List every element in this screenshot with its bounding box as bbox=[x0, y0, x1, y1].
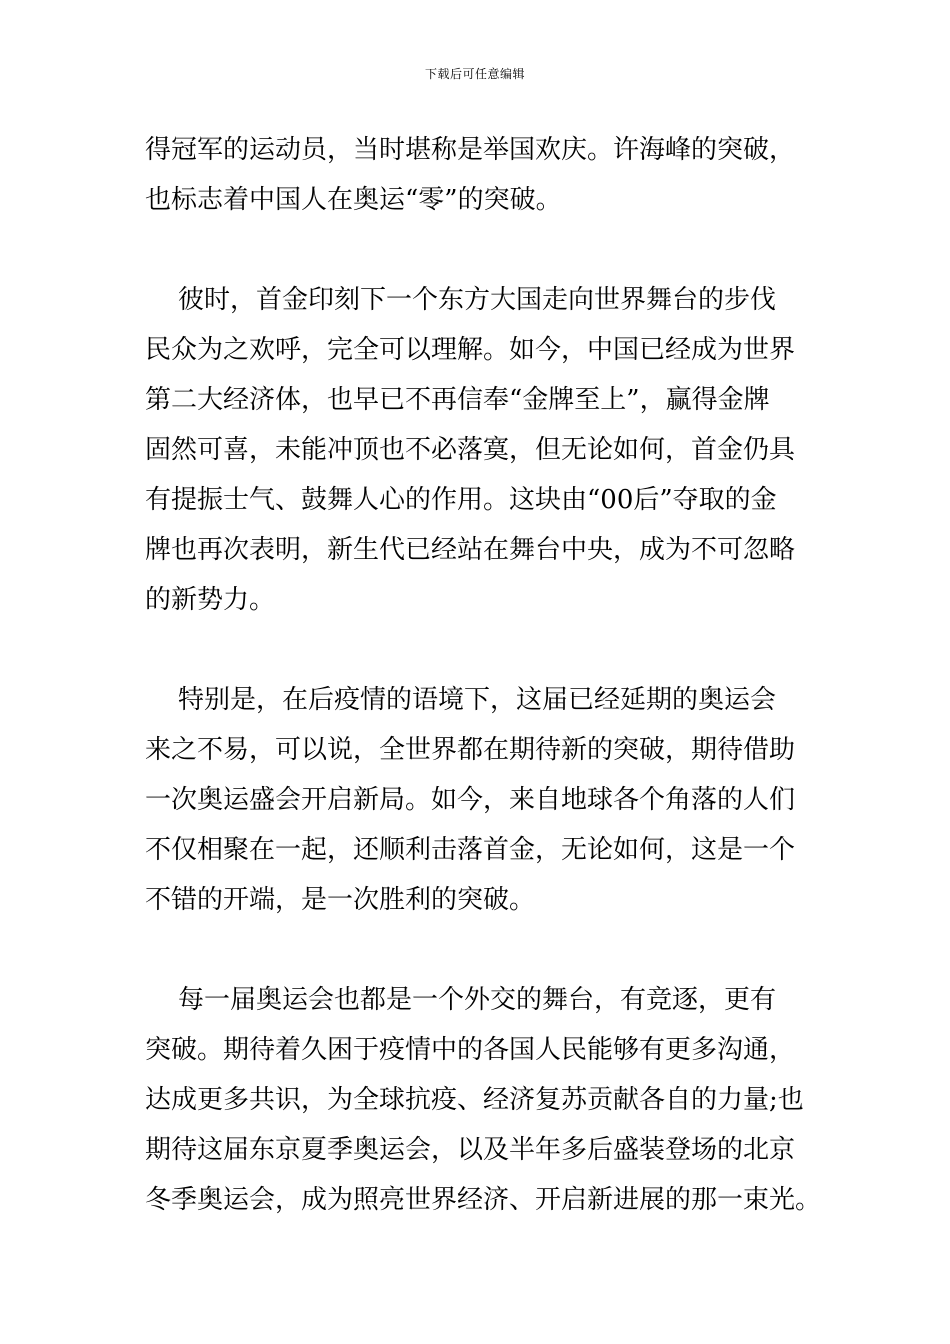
text-line: 突破。期待着久困于疫情中的各国人民能够有更多沟通， bbox=[145, 1035, 796, 1065]
paragraph-3 bbox=[145, 675, 810, 925]
text-line: 特别是，在后疫情的语境下，这届已经延期的奥运会 bbox=[145, 685, 777, 715]
text-line: 不仅相聚在一起，还顺利击落首金，无论如何，这是一个 bbox=[145, 835, 796, 865]
document-body bbox=[145, 125, 822, 1225]
text-line: 期待这届东京夏季奥运会，以及半年多后盛装登场的北京 bbox=[145, 1135, 796, 1165]
page-header: 下载后可任意编辑 bbox=[424, 67, 525, 81]
text-line: 牌也再次表明，新生代已经站在舞台中央，成为不可忽略 bbox=[145, 535, 796, 565]
text-line: 来之不易，可以说，全世界都在期待新的突破，期待借助 bbox=[145, 735, 796, 765]
text-line: 彼时，首金印刻下一个东方大国走向世界舞台的步伐 bbox=[145, 285, 777, 315]
text-line: 达成更多共识，为全球抗疫、经济复苏贡献各自的力量;也 bbox=[145, 1085, 804, 1115]
text-line: 冬季奥运会，成为照亮世界经济、开启新进展的那一束光。 bbox=[145, 1185, 822, 1215]
text-line: 也标志着中国人在奥运“零”的突破。 bbox=[145, 185, 562, 215]
paragraph-gap bbox=[145, 925, 810, 975]
text-line: 民众为之欢呼，完全可以理解。如今，中国已经成为世界 bbox=[145, 335, 796, 365]
paragraph-2 bbox=[145, 275, 810, 625]
paragraph-1 bbox=[145, 125, 810, 225]
paragraph-gap bbox=[145, 625, 810, 675]
text-line: 每一届奥运会也都是一个外交的舞台，有竞逐，更有 bbox=[145, 985, 777, 1015]
text-line: 的新势力。 bbox=[145, 585, 276, 615]
paragraph-gap bbox=[145, 225, 810, 275]
text-line: 固然可喜，未能冲顶也不必落寞，但无论如何，首金仍具 bbox=[145, 435, 796, 465]
paragraph-4 bbox=[145, 975, 822, 1225]
text-line: 一次奥运盛会开启新局。如今，来自地球各个角落的人们 bbox=[145, 785, 796, 815]
text-line: 不错的开端，是一次胜利的突破。 bbox=[145, 885, 536, 915]
text-line: 第二大经济体，也早已不再信奉“金牌至上”，赢得金牌 bbox=[145, 385, 770, 415]
text-line: 得冠军的运动员，当时堪称是举国欢庆。许海峰的突破， bbox=[145, 135, 796, 165]
text-line: 有提振士气、鼓舞人心的作用。这块由“00后”夺取的金 bbox=[145, 485, 777, 515]
